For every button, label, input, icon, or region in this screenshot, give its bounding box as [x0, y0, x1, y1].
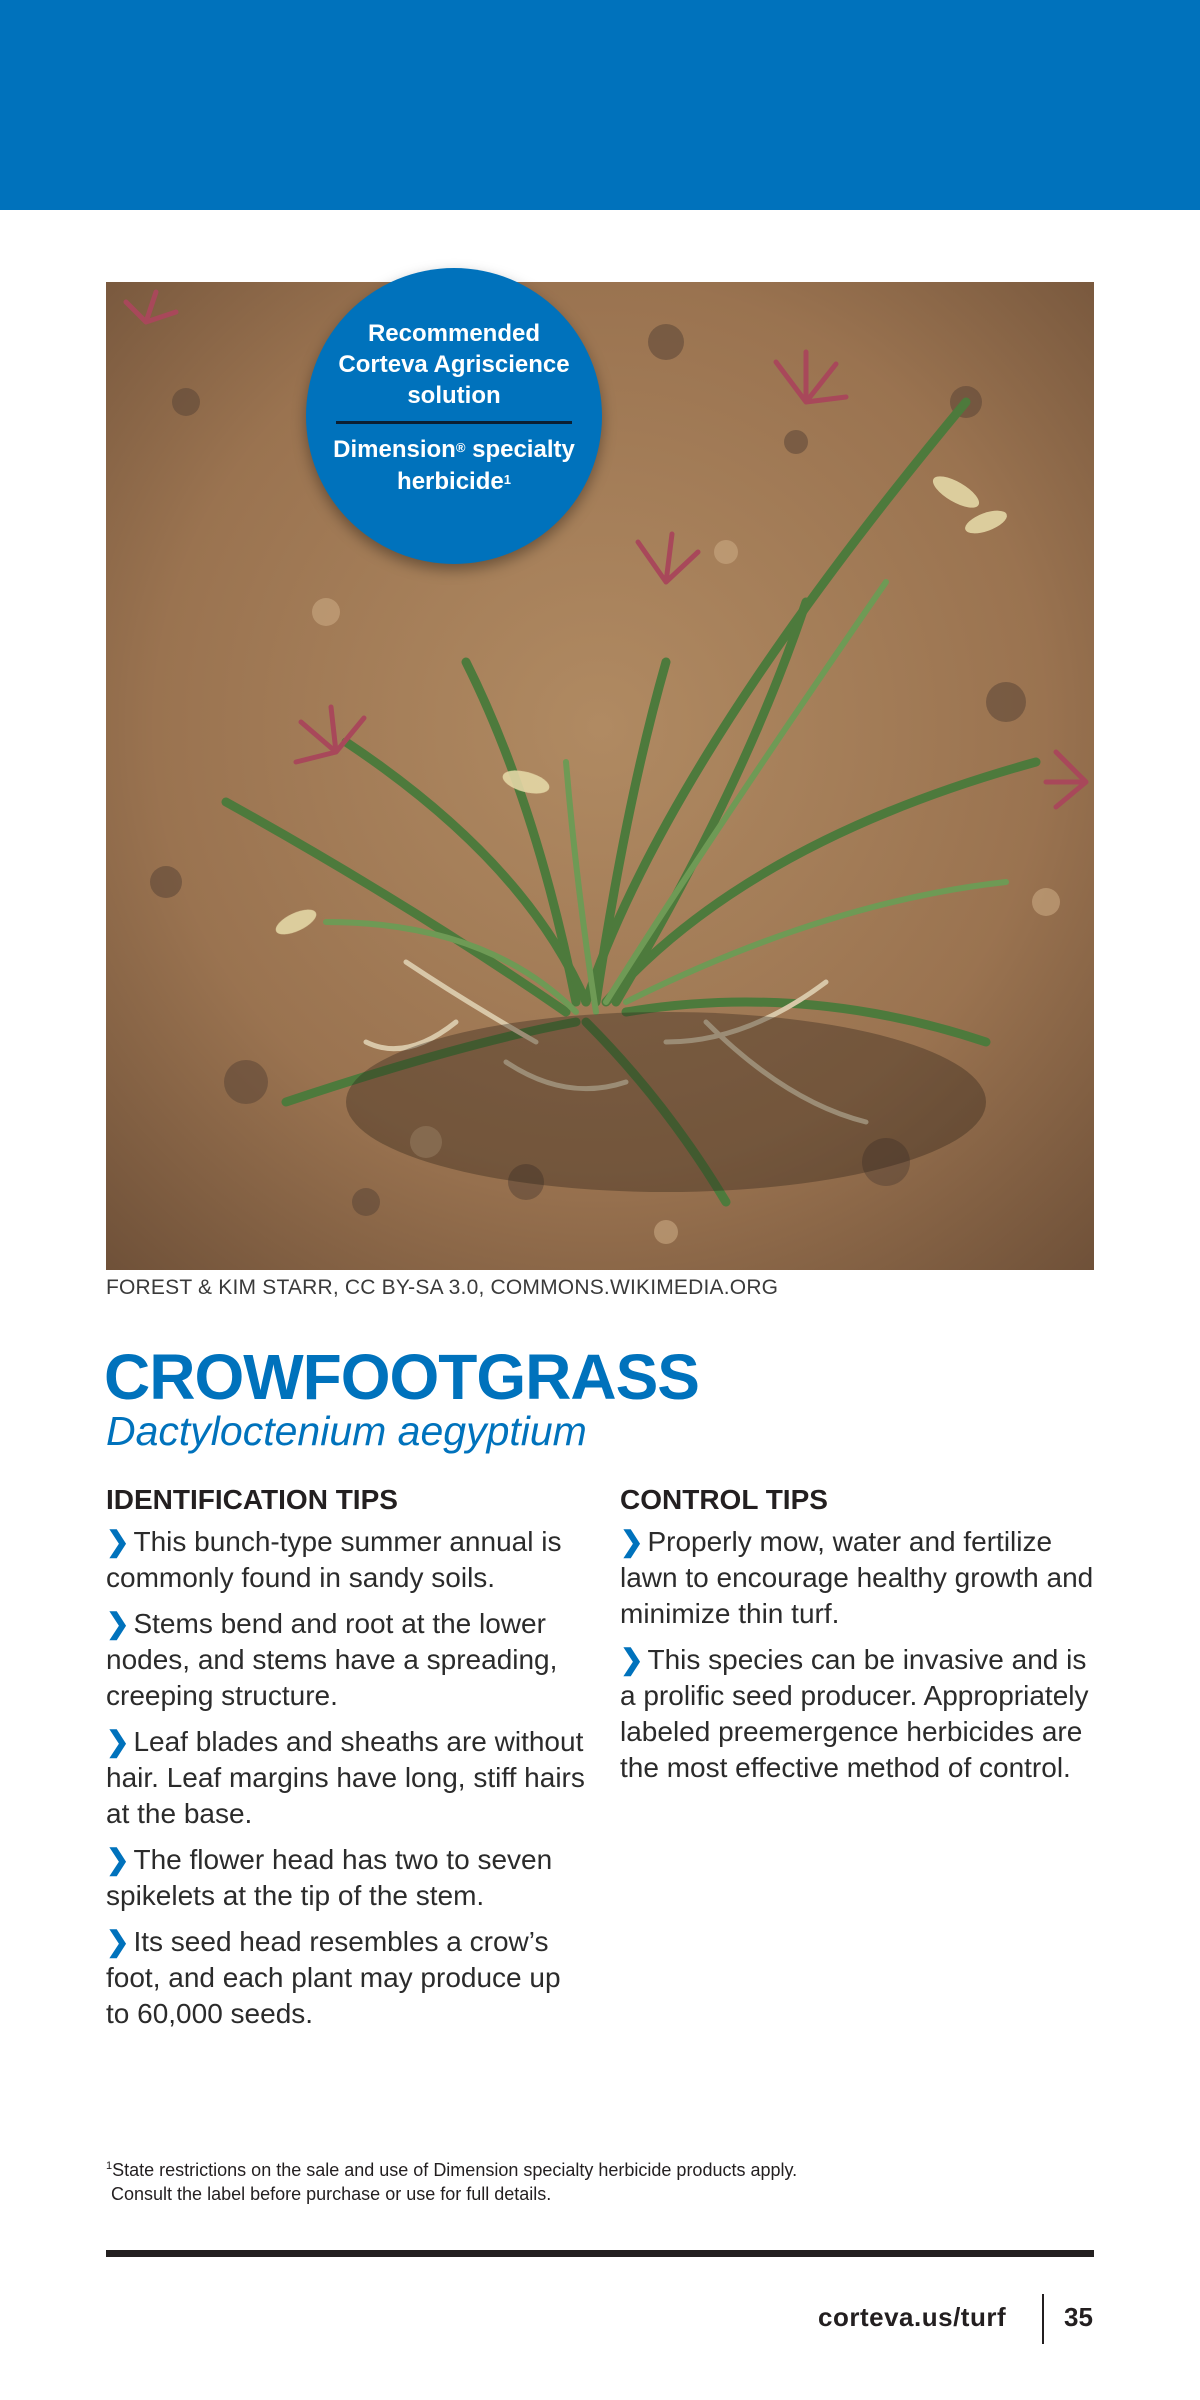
identification-tips — [106, 1484, 586, 2042]
tip-text: This bunch-type summer annual is commonly found in sandy soils. — [106, 1526, 562, 1593]
identification-tip — [106, 1842, 586, 1914]
badge-product-name: Dimension — [333, 436, 456, 463]
identification-tip — [106, 1924, 586, 2032]
page-number: 35 — [1064, 2302, 1093, 2332]
tip-text: Stems bend and root at the lower nodes, and stems have a spreading, creeping structure. — [106, 1608, 558, 1711]
identification-tip — [106, 1724, 586, 1832]
badge-footnote-ref: 1 — [503, 472, 511, 487]
chevron-right-icon: ❯ — [106, 1844, 130, 1875]
tip-text: The flower head has two to seven spikelets at the tip of the stem. — [106, 1844, 553, 1911]
control-tips — [620, 1484, 1100, 1796]
badge-product-rest: specialty herbicide — [397, 436, 575, 495]
identification-heading: IDENTIFICATION TIPS — [106, 1484, 398, 1515]
tip-text: Leaf blades and sheaths are without hair. Leaf margins have long, stiff hairs at the base. — [106, 1726, 585, 1829]
header-band — [0, 0, 1200, 210]
recommended-solution-badge — [306, 268, 602, 564]
footer-url-link[interactable]: corteva.us/turf — [818, 2302, 1007, 2332]
footer-divider — [1042, 2294, 1044, 2344]
identification-tip — [106, 1606, 586, 1714]
registered-mark: ® — [455, 440, 466, 455]
tip-text: Its seed head resembles a crow’s foot, and each plant may produce up to 60,000 seeds. — [106, 1926, 561, 2029]
footnote-text-2: Consult the label before purchase or use for full details. — [111, 2184, 552, 2204]
scientific-name: Dactyloctenium aegyptium — [106, 1408, 587, 1454]
footnote-marker: 1 — [106, 2160, 113, 2172]
footnote — [106, 2154, 797, 2206]
footnote-text-1: State restrictions on the sale and use of Dimension specialty herbicide products apply. — [112, 2160, 798, 2180]
chevron-right-icon: ❯ — [106, 1608, 130, 1639]
control-tip — [620, 1642, 1100, 1786]
footer-rule — [106, 2250, 1094, 2257]
badge-product — [324, 434, 584, 498]
control-heading: CONTROL TIPS — [620, 1484, 828, 1515]
footnote-line-1 — [106, 2154, 797, 2182]
chevron-right-icon: ❯ — [106, 1926, 130, 1957]
chevron-right-icon: ❯ — [620, 1644, 644, 1675]
chevron-right-icon: ❯ — [106, 1526, 130, 1557]
footnote-line-2 — [106, 2182, 797, 2206]
control-tip — [620, 1524, 1100, 1632]
tip-text: Properly mow, water and fertilize lawn to encourage healthy growth and minimize thin turf. — [620, 1526, 1094, 1629]
badge-heading: Recommended Corteva Agriscience solution — [338, 320, 570, 409]
photo-credit: FOREST & KIM STARR, CC BY-SA 3.0, COMMONS.WIKIMEDIA.ORG — [106, 1276, 779, 1299]
page-title: CROWFOOTGRASS — [104, 1341, 699, 1413]
chevron-right-icon: ❯ — [106, 1726, 130, 1757]
badge-divider — [336, 421, 572, 424]
tip-text: This species can be invasive and is a prolific seed producer. Appropriately labeled preemergence herbicides are the most effective method of control. — [620, 1644, 1089, 1783]
identification-tip — [106, 1524, 586, 1596]
chevron-right-icon: ❯ — [620, 1526, 644, 1557]
